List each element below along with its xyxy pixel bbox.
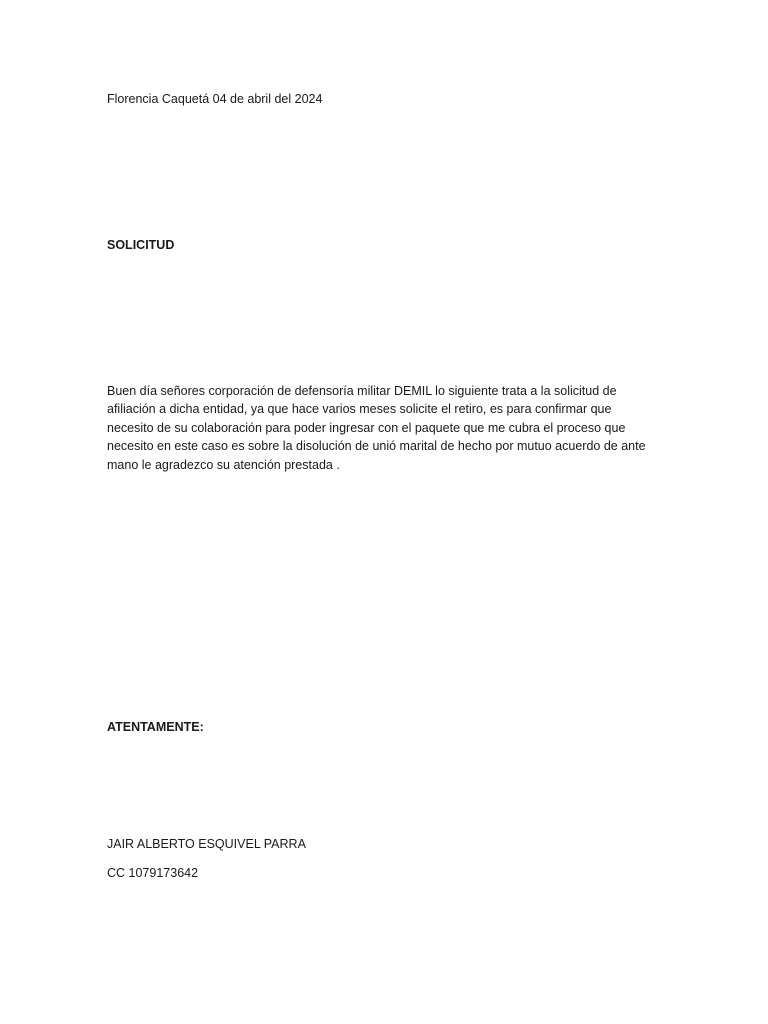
body-line-2: afiliación a dicha entidad, ya que hace varios meses solicite el retiro, es para confirmar que	[107, 402, 612, 417]
signer-id: CC 1079173642	[107, 866, 199, 880]
document-title: SOLICITUD	[107, 238, 175, 252]
body-line-5: mano le agradezco su atención prestada .	[107, 457, 340, 472]
body-line-3: necesito de su colaboración para poder ingresar con el paquete que me cubra el proceso que	[107, 420, 626, 435]
date-line: Florencia Caquetá 04 de abril del 2024	[107, 92, 323, 106]
body-paragraph	[107, 382, 667, 474]
body-line-1: Buen día señores corporación de defensoría militar DEMIL lo siguiente trata a la solicitud de	[107, 384, 617, 398]
signer-name: JAIR ALBERTO ESQUIVEL PARRA	[107, 837, 306, 851]
closing-salutation: ATENTAMENTE:	[107, 720, 204, 734]
body-line-4: necesito en este caso es sobre la disolución de unió marital de hecho por mutuo acuerdo de ante	[107, 439, 646, 454]
